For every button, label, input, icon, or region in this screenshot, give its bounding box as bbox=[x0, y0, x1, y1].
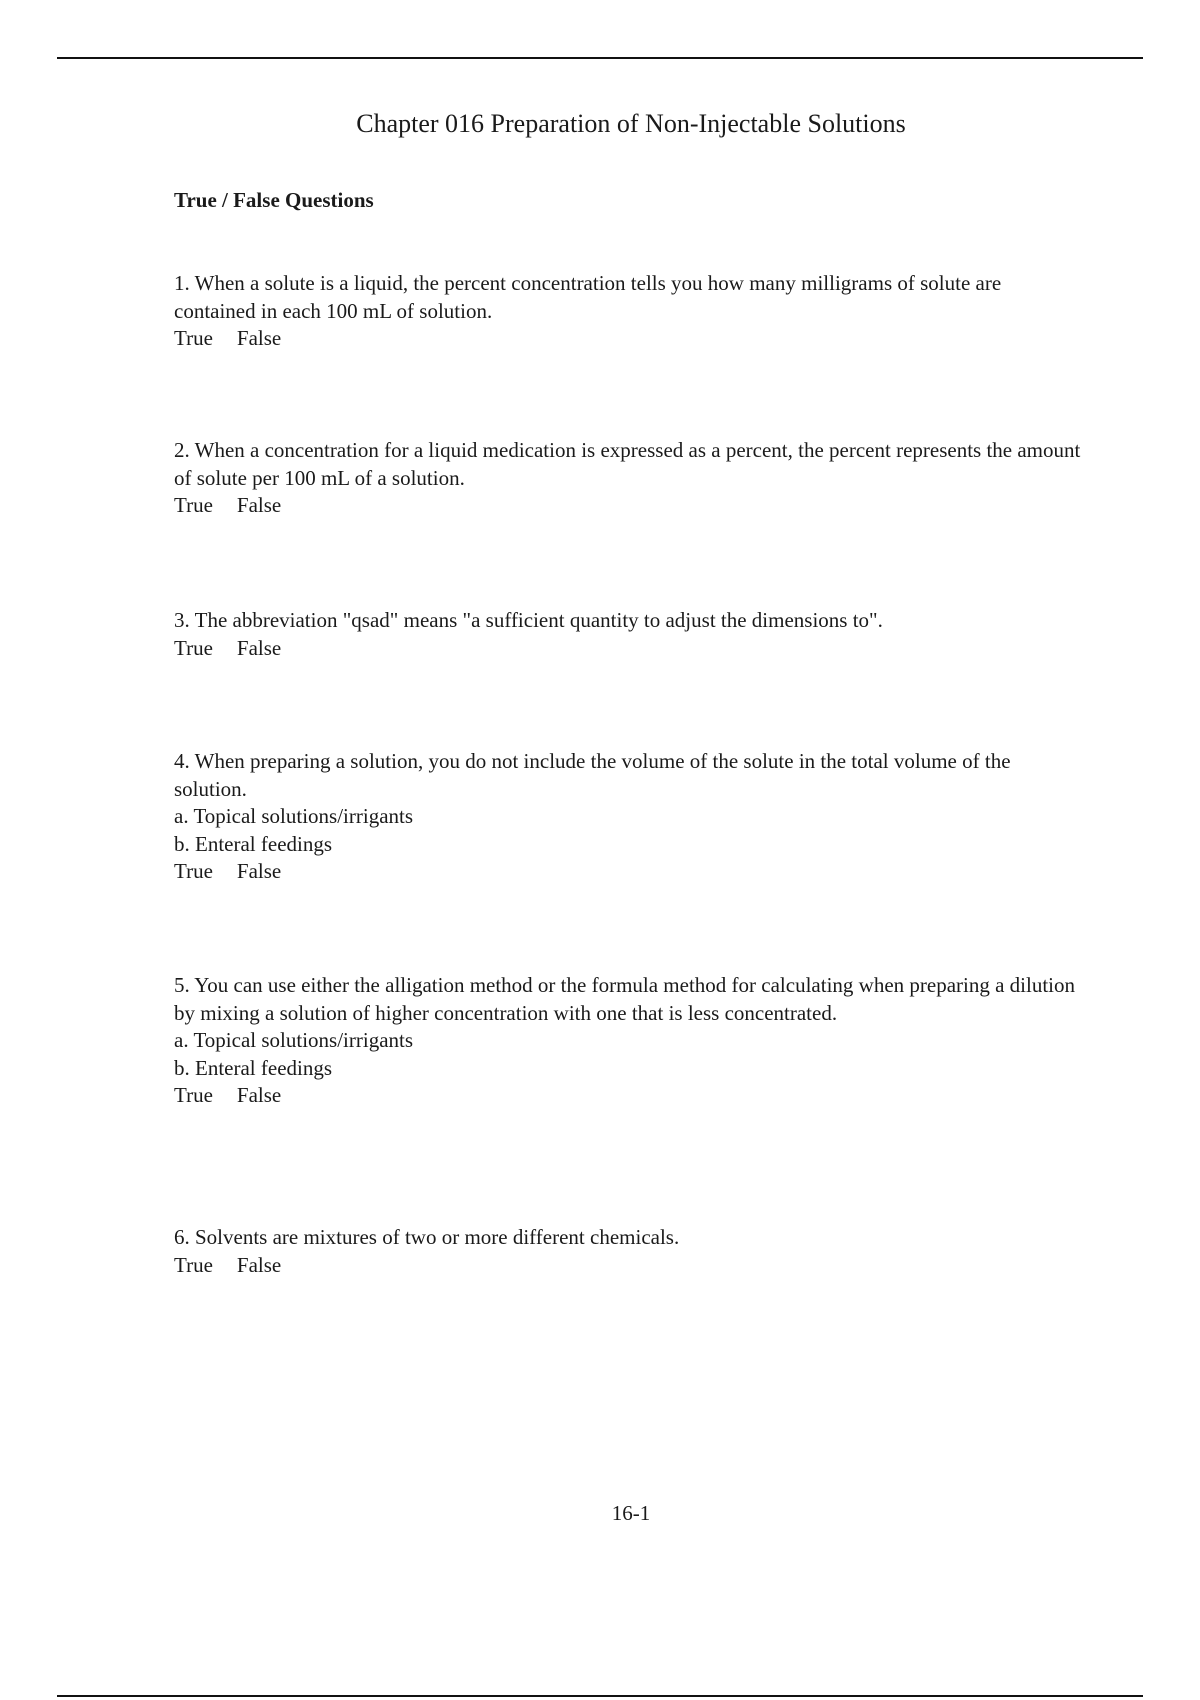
answer-false: False bbox=[236, 326, 282, 350]
question-6 bbox=[174, 1224, 1084, 1279]
section-heading: True / False Questions bbox=[174, 188, 374, 212]
answer-true: True bbox=[174, 493, 213, 517]
question-stem: 1. When a solute is a liquid, the percent concentration tells you how many milligrams of solute are contained in each 100 mL of solution. bbox=[174, 271, 1002, 323]
question-stem: 2. When a concentration for a liquid medication is expressed as a percent, the percent represents the amount of solute per 100 mL of a solution. bbox=[174, 438, 1081, 490]
question-stem: 3. The abbreviation "qsad" means "a sufficient quantity to adjust the dimensions to". bbox=[174, 608, 883, 632]
answer-false: False bbox=[236, 1252, 282, 1277]
answer-true: True bbox=[174, 1083, 213, 1107]
page-number: 16-1 bbox=[611, 1501, 651, 1525]
question-4 bbox=[174, 748, 1084, 886]
answer-true: True bbox=[174, 859, 213, 883]
question-stem: 4. When preparing a solution, you do not include the volume of the solute in the total volume of the solution. bbox=[174, 749, 1011, 801]
answer-false: False bbox=[236, 859, 282, 883]
top-divider bbox=[57, 57, 1143, 59]
bottom-divider bbox=[57, 1695, 1143, 1697]
question-5 bbox=[174, 972, 1084, 1110]
answer-choices bbox=[174, 1252, 1084, 1280]
answer-true: True bbox=[174, 635, 213, 660]
answer-true: True bbox=[174, 326, 213, 350]
option-a: a. Topical solutions/irrigants bbox=[174, 804, 414, 828]
answer-choices bbox=[174, 635, 1084, 663]
question-stem: 5. You can use either the alligation method or the formula method for calculating when preparing a dilution by mixing a solution of higher concentration with one that is less concentrated. bbox=[174, 973, 1076, 1025]
question-1 bbox=[174, 270, 1084, 353]
answer-choices bbox=[174, 858, 1084, 886]
answer-false: False bbox=[236, 1083, 282, 1107]
question-3 bbox=[174, 607, 1084, 662]
answer-choices bbox=[174, 1082, 1084, 1110]
answer-choices bbox=[174, 325, 1084, 353]
option-b: b. Enteral feedings bbox=[174, 831, 333, 856]
answer-false: False bbox=[236, 635, 282, 660]
option-a: a. Topical solutions/irrigants bbox=[174, 1028, 414, 1052]
question-stem: 6. Solvents are mixtures of two or more different chemicals. bbox=[174, 1225, 680, 1249]
answer-false: False bbox=[236, 493, 282, 517]
answer-true: True bbox=[174, 1252, 213, 1277]
answer-choices bbox=[174, 492, 1084, 520]
question-2 bbox=[174, 437, 1084, 520]
option-b: b. Enteral feedings bbox=[174, 1055, 333, 1080]
page-title: Chapter 016 Preparation of Non-Injectable Solutions bbox=[356, 109, 906, 138]
